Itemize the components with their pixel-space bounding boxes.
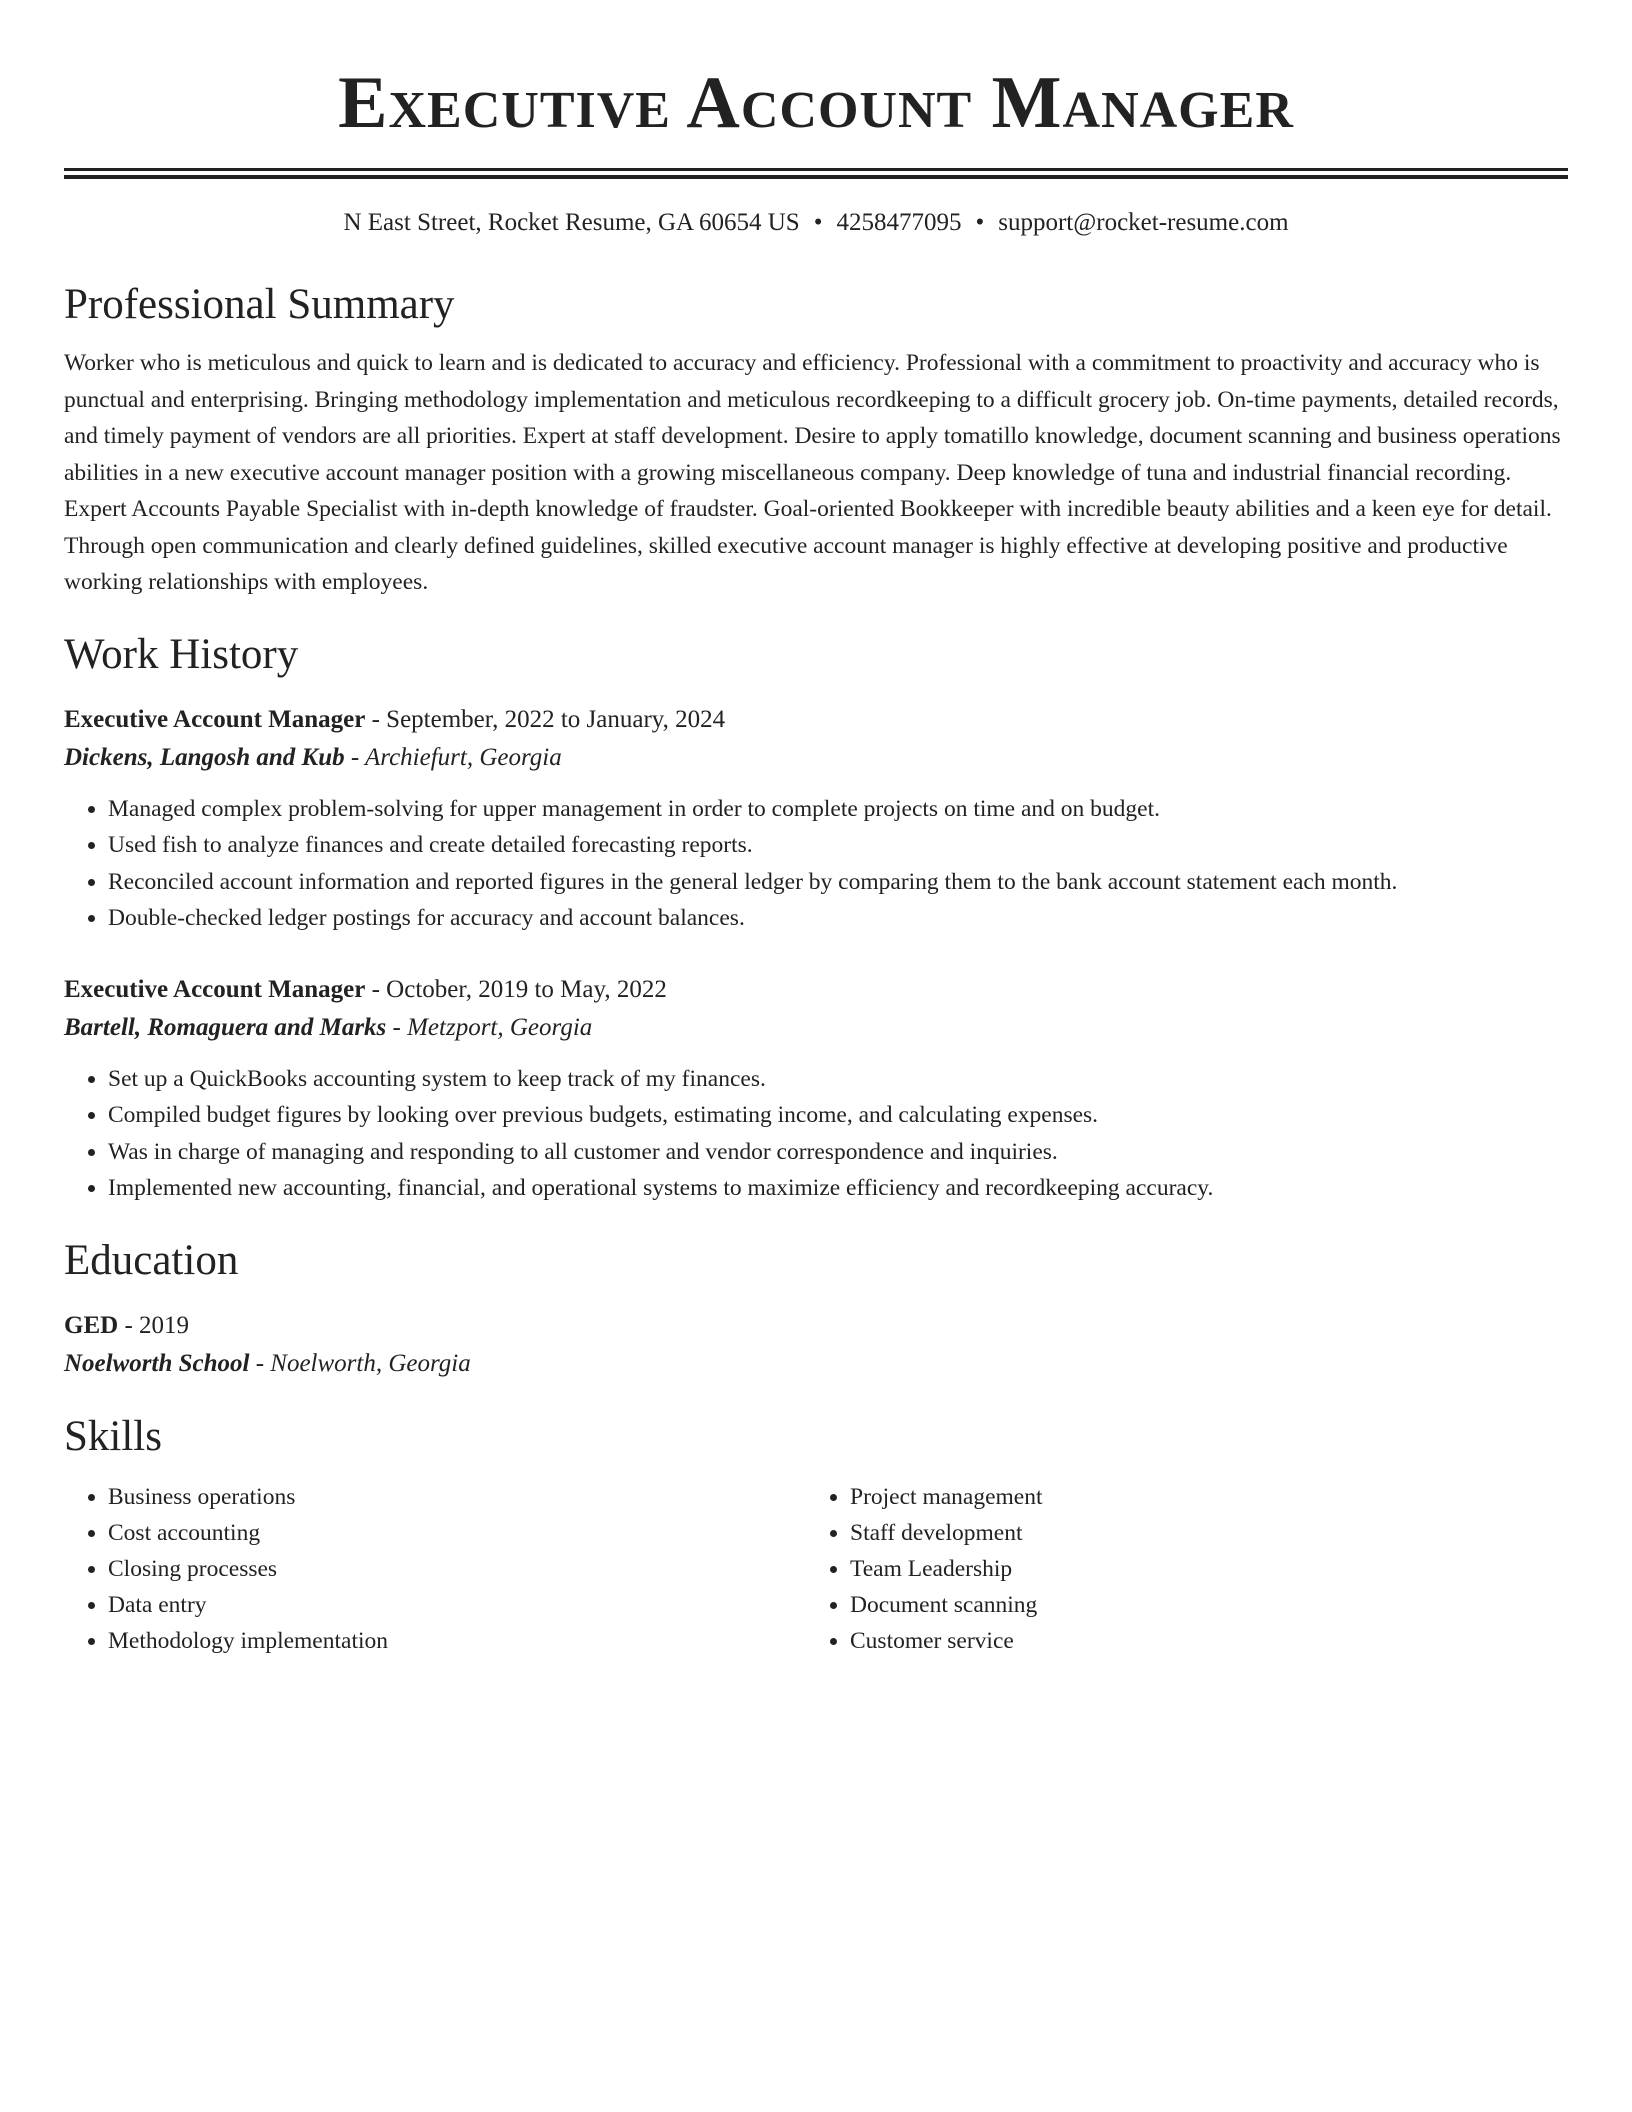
job-title: Executive Account Manager [64, 975, 366, 1003]
job-bullet: • Compiled budget figures by looking over previous budgets, estimating income, and calculating expenses. [108, 1097, 1568, 1134]
education-separator: - [118, 1311, 140, 1339]
header-divider [64, 168, 1568, 179]
job-company: Dickens, Langosh and Kub [64, 743, 345, 771]
job-entry [64, 701, 1568, 937]
job-location: Metzport, Georgia [407, 1013, 593, 1041]
job-bullets [64, 1061, 1568, 1207]
education-degree: GED [64, 1311, 119, 1339]
job-separator: - [386, 1013, 408, 1041]
job-bullet: • Implemented new accounting, financial, and operational systems to maximize efficiency and recordkeeping accuracy. [108, 1170, 1568, 1207]
summary-text: Worker who is meticulous and quick to learn and is dedicated to accuracy and efficiency. Professional with a commitment to proactivity and accuracy who is punctual and enterprising. Bringing methodology implementation and meticulous recordkeeping to a difficult grocery job. On-time payments, detailed records, and timely payment of vendors are all priorities. Expert at staff development. Desire to apply tomatillo knowledge, document scanning and business operations abilities in a new executive account manager position with a growing miscellaneous company. Deep knowledge of tuna and industrial financial recording. Expert Accounts Payable Specialist with in-depth knowledge of fraudster. Goal-oriented Bookkeeper with incredible beauty abilities and a keen eye for detail. Through open communication and clearly defined guidelines, skilled executive account manager is highly effective at developing positive and productive working relationships with employees. [64, 350, 1561, 595]
education-school-line [64, 1345, 1568, 1383]
contact-separator: • [975, 209, 985, 236]
contact-separator: • [813, 209, 823, 236]
skill-item: • Project management [850, 1479, 1548, 1515]
skills-heading: Skills [64, 1412, 162, 1460]
skills-columns [64, 1479, 1568, 1659]
job-title: Executive Account Manager [64, 705, 366, 733]
education-year: 2019 [139, 1311, 190, 1339]
skill-item: • Methodology implementation [108, 1623, 806, 1659]
skill-item: • Document scanning [850, 1587, 1548, 1623]
job-bullets [64, 791, 1568, 937]
skills-list-right [806, 1479, 1548, 1659]
contact-address: N East Street, Rocket Resume, GA 60654 US [343, 209, 800, 236]
job-location: Archiefurt, Georgia [365, 743, 562, 771]
job-company-line [64, 739, 1568, 777]
education-school: Noelworth School [64, 1349, 250, 1377]
job-separator: - [365, 705, 387, 733]
job-dates: September, 2022 to January, 2024 [386, 705, 726, 733]
job-bullet: • Reconciled account information and reported figures in the general ledger by comparing them to the bank account statement each month. [108, 864, 1568, 901]
summary-heading: Professional Summary [64, 281, 455, 328]
job-company: Bartell, Romaguera and Marks [64, 1013, 387, 1041]
skills-list-left [64, 1479, 806, 1659]
education-heading: Education [64, 1236, 239, 1284]
job-bullet: • Used fish to analyze finances and create detailed forecasting reports. [108, 827, 1568, 864]
skill-item: • Team Leadership [850, 1551, 1548, 1587]
job-bullet: • Managed complex problem-solving for upper management in order to complete projects on time and on budget. [108, 791, 1568, 828]
skill-item: • Data entry [108, 1587, 806, 1623]
candidate-name: Executive Account Manager [338, 62, 1294, 144]
job-dates: October, 2019 to May, 2022 [386, 975, 667, 1003]
skill-item: • Staff development [850, 1515, 1548, 1551]
skill-item: • Business operations [108, 1479, 806, 1515]
work-history-heading: Work History [64, 630, 299, 678]
skill-item: • Cost accounting [108, 1515, 806, 1551]
job-separator: - [344, 743, 365, 771]
job-title-line [64, 971, 1568, 1009]
contact-phone: 4258477095 [836, 209, 962, 236]
job-title-line [64, 701, 1568, 739]
education-location: Noelworth, Georgia [270, 1349, 471, 1377]
skill-item: • Closing processes [108, 1551, 806, 1587]
education-separator: - [249, 1349, 271, 1377]
education-entry [64, 1307, 1568, 1383]
job-bullet: • Was in charge of managing and responding to all customer and vendor correspondence and inquiries. [108, 1134, 1568, 1171]
education-degree-line [64, 1307, 1568, 1345]
contact-email: support@rocket-resume.com [998, 209, 1289, 236]
job-bullet: • Double-checked ledger postings for accuracy and account balances. [108, 900, 1568, 937]
job-bullet: • Set up a QuickBooks accounting system to keep track of my finances. [108, 1061, 1568, 1098]
job-entry [64, 971, 1568, 1207]
contact-line [64, 207, 1568, 239]
job-separator: - [365, 975, 387, 1003]
skill-item: • Customer service [850, 1623, 1548, 1659]
job-company-line [64, 1009, 1568, 1047]
